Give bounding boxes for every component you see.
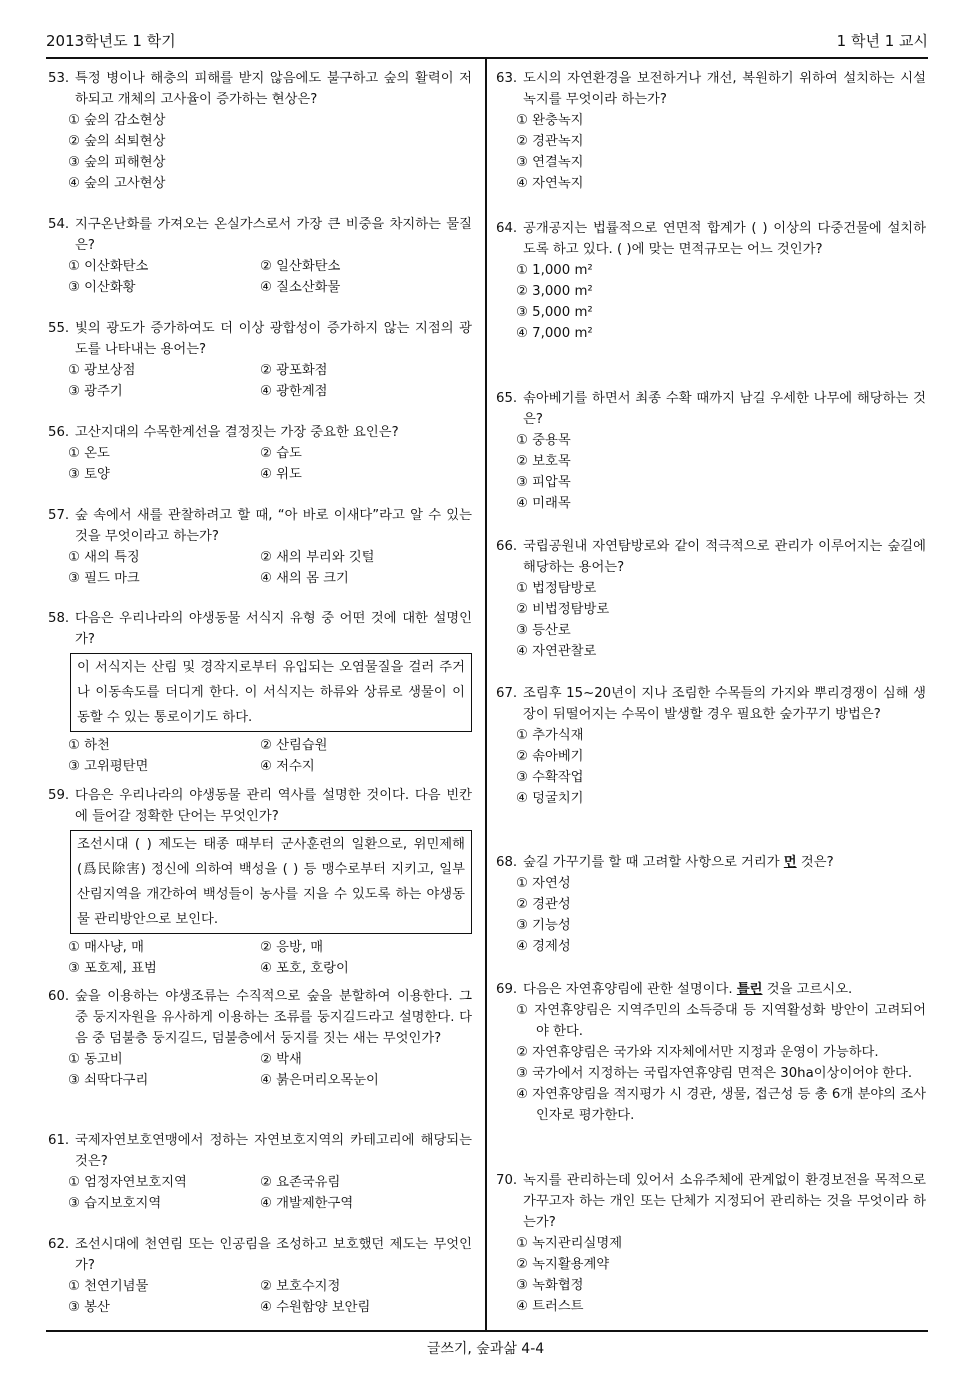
- option-1[interactable]: ① 이산화탄소: [68, 259, 149, 274]
- option-4[interactable]: ④ 덩굴치기: [516, 791, 584, 806]
- period-label: 1 학년 1 교시: [836, 32, 928, 50]
- question-70: [496, 1170, 926, 1317]
- option-4[interactable]: ④ 트러스트: [516, 1299, 584, 1314]
- option-3[interactable]: ③ 토양: [68, 467, 110, 482]
- option-4[interactable]: ④ 붉은머리오목눈이: [260, 1073, 379, 1088]
- option-3[interactable]: ③ 피압목: [516, 475, 571, 490]
- semester-label: 2013학년도 1 학기: [46, 32, 176, 50]
- option-4[interactable]: ④ 자연관찰로: [516, 644, 597, 659]
- option-1[interactable]: ① 광보상점: [68, 363, 136, 378]
- option-1[interactable]: ① 온도: [68, 446, 110, 461]
- question-59: [48, 785, 472, 979]
- question-stem: 특정 병이나 해충의 피해를 받지 않음에도 불구하고 숲의 활력이 저하되고 개체의 고사율이 증가하는 현상은?: [75, 71, 472, 107]
- option-4[interactable]: ④ 포호, 호랑이: [260, 961, 349, 976]
- passage-box: 이 서식지는 산림 및 경작지로부터 유입되는 오염물질을 걸러 주거나 이동속도를 더디게 한다. 이 서식지는 하류와 상류로 생물이 이동할 수 있는 통로이기도 하다.: [70, 653, 472, 732]
- page-footer: 글쓰기, 숲과삶 4-4: [426, 1341, 545, 1357]
- question-61: [48, 1130, 472, 1214]
- question-stem: 빛의 광도가 증가하여도 더 이상 광합성이 증가하지 않는 지점의 광도를 나타내는 용어는?: [75, 321, 472, 357]
- question-65: [496, 388, 926, 514]
- question-number: 68.: [496, 855, 518, 870]
- question-56: [48, 422, 472, 485]
- option-4[interactable]: ④ 새의 몸 크기: [260, 571, 349, 586]
- option-2[interactable]: ② 자연휴양림은 국가와 지자체에서만 지정과 운영이 가능하다.: [516, 1045, 879, 1060]
- option-2[interactable]: ② 광포화점: [260, 363, 328, 378]
- question-number: 59.: [48, 788, 70, 803]
- question-stem: 솎아베기를 하면서 최종 수확 때까지 남길 우세한 나무에 해당하는 것은?: [523, 391, 926, 427]
- option-1[interactable]: ① 법정탐방로: [516, 581, 597, 596]
- option-4[interactable]: ④ 개발제한구역: [260, 1196, 354, 1211]
- option-1[interactable]: ① 완충녹지: [516, 113, 584, 128]
- option-2[interactable]: ② 보호목: [516, 454, 571, 469]
- header-rule: [46, 57, 928, 59]
- question-stem-b: 것은?: [796, 855, 834, 870]
- question-stem: 조림후 15~20년이 지나 조림한 수목들의 가지와 뿌리경쟁이 심해 생장이 뒤떨어지는 수목이 발생할 경우 필요한 숲가꾸기 방법은?: [523, 686, 926, 722]
- option-2[interactable]: ② 비법정탐방로: [516, 602, 610, 617]
- option-4[interactable]: ④ 저수지: [260, 759, 315, 774]
- question-stem: 다음은 우리나라의 야생동물 관리 역사를 설명한 것이다. 다음 빈칸에 들어갈 정확한 단어는 무엇인가?: [75, 788, 472, 824]
- question-63: [496, 68, 926, 194]
- option-2[interactable]: ② 요존국유림: [260, 1175, 341, 1190]
- question-number: 63.: [496, 71, 518, 86]
- question-stem: 국립공원내 자연탐방로와 같이 적극적으로 관리가 이루어지는 숲길에 해당하는 용어는?: [523, 539, 926, 575]
- option-1[interactable]: ① 하천: [68, 738, 110, 753]
- option-2[interactable]: ② 일산화탄소: [260, 259, 341, 274]
- option-1[interactable]: ① 추가식재: [516, 728, 584, 743]
- option-2[interactable]: ② 산림습원: [260, 738, 328, 753]
- option-3[interactable]: ③ 습지보호지역: [68, 1196, 162, 1211]
- passage-box: 조선시대 ( ) 제도는 태종 때부터 군사훈련의 일환으로, 위민제해(爲民除害) 정신에 의하여 백성을 ( ) 등 맹수로부터 지키고, 일부 산림지역을 개간하여 백성들이 농사를 지을 수 있도록 하는 야생동물 관리방안으로 보인다.: [70, 830, 472, 934]
- question-number: 66.: [496, 539, 518, 554]
- question-stem: 조선시대에 천연림 또는 인공림을 조성하고 보호했던 제도는 무엇인가?: [75, 1237, 472, 1273]
- question-stem: 국제자연보호연맹에서 정하는 자연보호지역의 카테고리에 해당되는 것은?: [75, 1133, 472, 1169]
- option-3[interactable]: ③ 필드 마크: [68, 571, 140, 586]
- option-2[interactable]: ② 응방, 매: [260, 940, 324, 955]
- question-number: 55.: [48, 321, 70, 336]
- question-67: [496, 683, 926, 809]
- option-1[interactable]: ① 천연기념물: [68, 1279, 149, 1294]
- question-stem-b: 것을 고르시오.: [762, 982, 853, 997]
- option-1[interactable]: ① 엄정자연보호지역: [68, 1175, 187, 1190]
- question-number: 70.: [496, 1173, 518, 1188]
- option-4[interactable]: ④ 7,000 m²: [516, 326, 593, 341]
- option-4[interactable]: ④ 수원함양 보안림: [260, 1300, 371, 1315]
- option-4[interactable]: ④ 숲의 고사현상: [68, 176, 166, 191]
- option-2[interactable]: ② 보호수지정: [260, 1279, 341, 1294]
- emphasis-word: 틀린: [736, 982, 763, 997]
- question-stem-a: 다음은 자연휴양림에 관한 설명이다.: [523, 982, 737, 997]
- option-2[interactable]: ② 솎아베기: [516, 749, 584, 764]
- option-2[interactable]: ② 경관성: [516, 897, 571, 912]
- option-1[interactable]: ① 녹지관리실명제: [516, 1236, 623, 1251]
- question-69: [496, 979, 926, 1126]
- question-62: [48, 1234, 472, 1318]
- question-60: [48, 986, 472, 1091]
- option-3[interactable]: ③ 광주기: [68, 384, 123, 399]
- question-number: 58.: [48, 611, 70, 626]
- emphasis-word: 먼: [783, 855, 797, 870]
- question-64: [496, 218, 926, 344]
- option-3[interactable]: ③ 고위평탄면: [68, 759, 149, 774]
- option-1[interactable]: ① 자연휴양림은 지역주민의 소득증대 등 지역활성화 방안이 고려되어야 한다.: [516, 1003, 926, 1039]
- option-1[interactable]: ① 중용목: [516, 433, 571, 448]
- option-3[interactable]: ③ 5,000 m²: [516, 305, 593, 320]
- question-number: 53.: [48, 71, 70, 86]
- option-4[interactable]: ④ 질소산화물: [260, 280, 341, 295]
- question-number: 62.: [48, 1237, 70, 1252]
- option-2[interactable]: ② 녹지활용계약: [516, 1257, 610, 1272]
- question-54: [48, 214, 472, 298]
- option-3[interactable]: ③ 숲의 피해현상: [68, 155, 166, 170]
- option-3[interactable]: ③ 이산화황: [68, 280, 136, 295]
- option-4[interactable]: ④ 자연휴양림을 적지평가 시 경관, 생물, 접근성 등 총 6개 분야의 조사인자로 평가한다.: [516, 1087, 926, 1123]
- option-1[interactable]: ① 자연성: [516, 876, 571, 891]
- question-number: 69.: [496, 982, 518, 997]
- question-stem: 숲 속에서 새를 관찰하려고 할 때, “아 바로 이새다”라고 알 수 있는 것을 무엇이라고 하는가?: [75, 508, 472, 544]
- footer-rule: [46, 1330, 928, 1332]
- option-3[interactable]: ③ 국가에서 지정하는 국립자연휴양림 면적은 30ha이상이어야 한다.: [516, 1066, 913, 1081]
- option-4[interactable]: ④ 경제성: [516, 939, 571, 954]
- column-divider: [485, 59, 487, 1330]
- question-66: [496, 536, 926, 662]
- option-3[interactable]: ③ 봉산: [68, 1300, 110, 1315]
- option-1[interactable]: ① 숲의 감소현상: [68, 113, 166, 128]
- question-stem: 공개공지는 법률적으로 연면적 합계가 ( ) 이상의 다중건물에 설치하도록 하고 있다. ( )에 맞는 면적규모는 어느 것인가?: [523, 221, 926, 257]
- question-number: 56.: [48, 425, 70, 440]
- question-58: [48, 608, 472, 777]
- question-stem: 녹지를 관리하는데 있어서 소유주체에 관계없이 환경보전을 목적으로 가꾸고자 하는 개인 또는 단체가 지정되어 관리하는 것을 무엇이라 하는가?: [523, 1173, 926, 1230]
- option-2[interactable]: ② 숲의 쇠퇴현상: [68, 134, 166, 149]
- question-number: 61.: [48, 1133, 70, 1148]
- option-2[interactable]: ② 습도: [260, 446, 302, 461]
- question-stem: 지구온난화를 가져오는 온실가스로서 가장 큰 비중을 차지하는 물질은?: [75, 217, 472, 253]
- option-3[interactable]: ③ 기능성: [516, 918, 571, 933]
- option-2[interactable]: ② 3,000 m²: [516, 284, 593, 299]
- option-4[interactable]: ④ 광한계점: [260, 384, 328, 399]
- question-number: 60.: [48, 989, 70, 1004]
- question-number: 65.: [496, 391, 518, 406]
- question-number: 54.: [48, 217, 70, 232]
- question-number: 64.: [496, 221, 518, 236]
- option-4[interactable]: ④ 자연녹지: [516, 176, 584, 191]
- page-header: [46, 30, 928, 52]
- option-2[interactable]: ② 새의 부리와 깃털: [260, 550, 375, 565]
- question-stem: 고산지대의 수목한계선을 결정짓는 가장 중요한 요인은?: [75, 425, 399, 440]
- option-4[interactable]: ④ 위도: [260, 467, 302, 482]
- question-68: [496, 852, 926, 957]
- option-3[interactable]: ③ 쇠딱다구리: [68, 1073, 149, 1088]
- question-57: [48, 505, 472, 589]
- option-1[interactable]: ① 동고비: [68, 1052, 123, 1067]
- question-number: 67.: [496, 686, 518, 701]
- option-3[interactable]: ③ 수확작업: [516, 770, 584, 785]
- option-2[interactable]: ② 경관녹지: [516, 134, 584, 149]
- question-55: [48, 318, 472, 402]
- option-3[interactable]: ③ 등산로: [516, 623, 571, 638]
- option-2[interactable]: ② 박새: [260, 1052, 302, 1067]
- question-stem: 다음은 우리나라의 야생동물 서식지 유형 중 어떤 것에 대한 설명인가?: [75, 611, 472, 647]
- question-stem-a: 숲길 가꾸기를 할 때 고려할 사항으로 거리가: [523, 855, 784, 870]
- option-3[interactable]: ③ 포호제, 표범: [68, 961, 157, 976]
- question-stem: 숲을 이용하는 야생조류는 수직적으로 숲을 분할하여 이용한다. 그 중 둥지자원을 유사하게 이용하는 조류를 둥지길드라고 설명한다. 다음 중 덤불층 둥지길드, 덤불층에서 둥지를 짓는 새는 무엇인가?: [75, 989, 472, 1046]
- option-1[interactable]: ① 새의 특징: [68, 550, 140, 565]
- option-4[interactable]: ④ 미래목: [516, 496, 571, 511]
- question-number: 57.: [48, 508, 70, 523]
- option-3[interactable]: ③ 연결녹지: [516, 155, 584, 170]
- option-1[interactable]: ① 매사냥, 매: [68, 940, 144, 955]
- option-1[interactable]: ① 1,000 m²: [516, 263, 593, 278]
- option-3[interactable]: ③ 녹화협정: [516, 1278, 584, 1293]
- question-stem: 도시의 자연환경을 보전하거나 개선, 복원하기 위하여 설치하는 시설녹지를 무엇이라 하는가?: [523, 71, 926, 107]
- question-53: [48, 68, 472, 194]
